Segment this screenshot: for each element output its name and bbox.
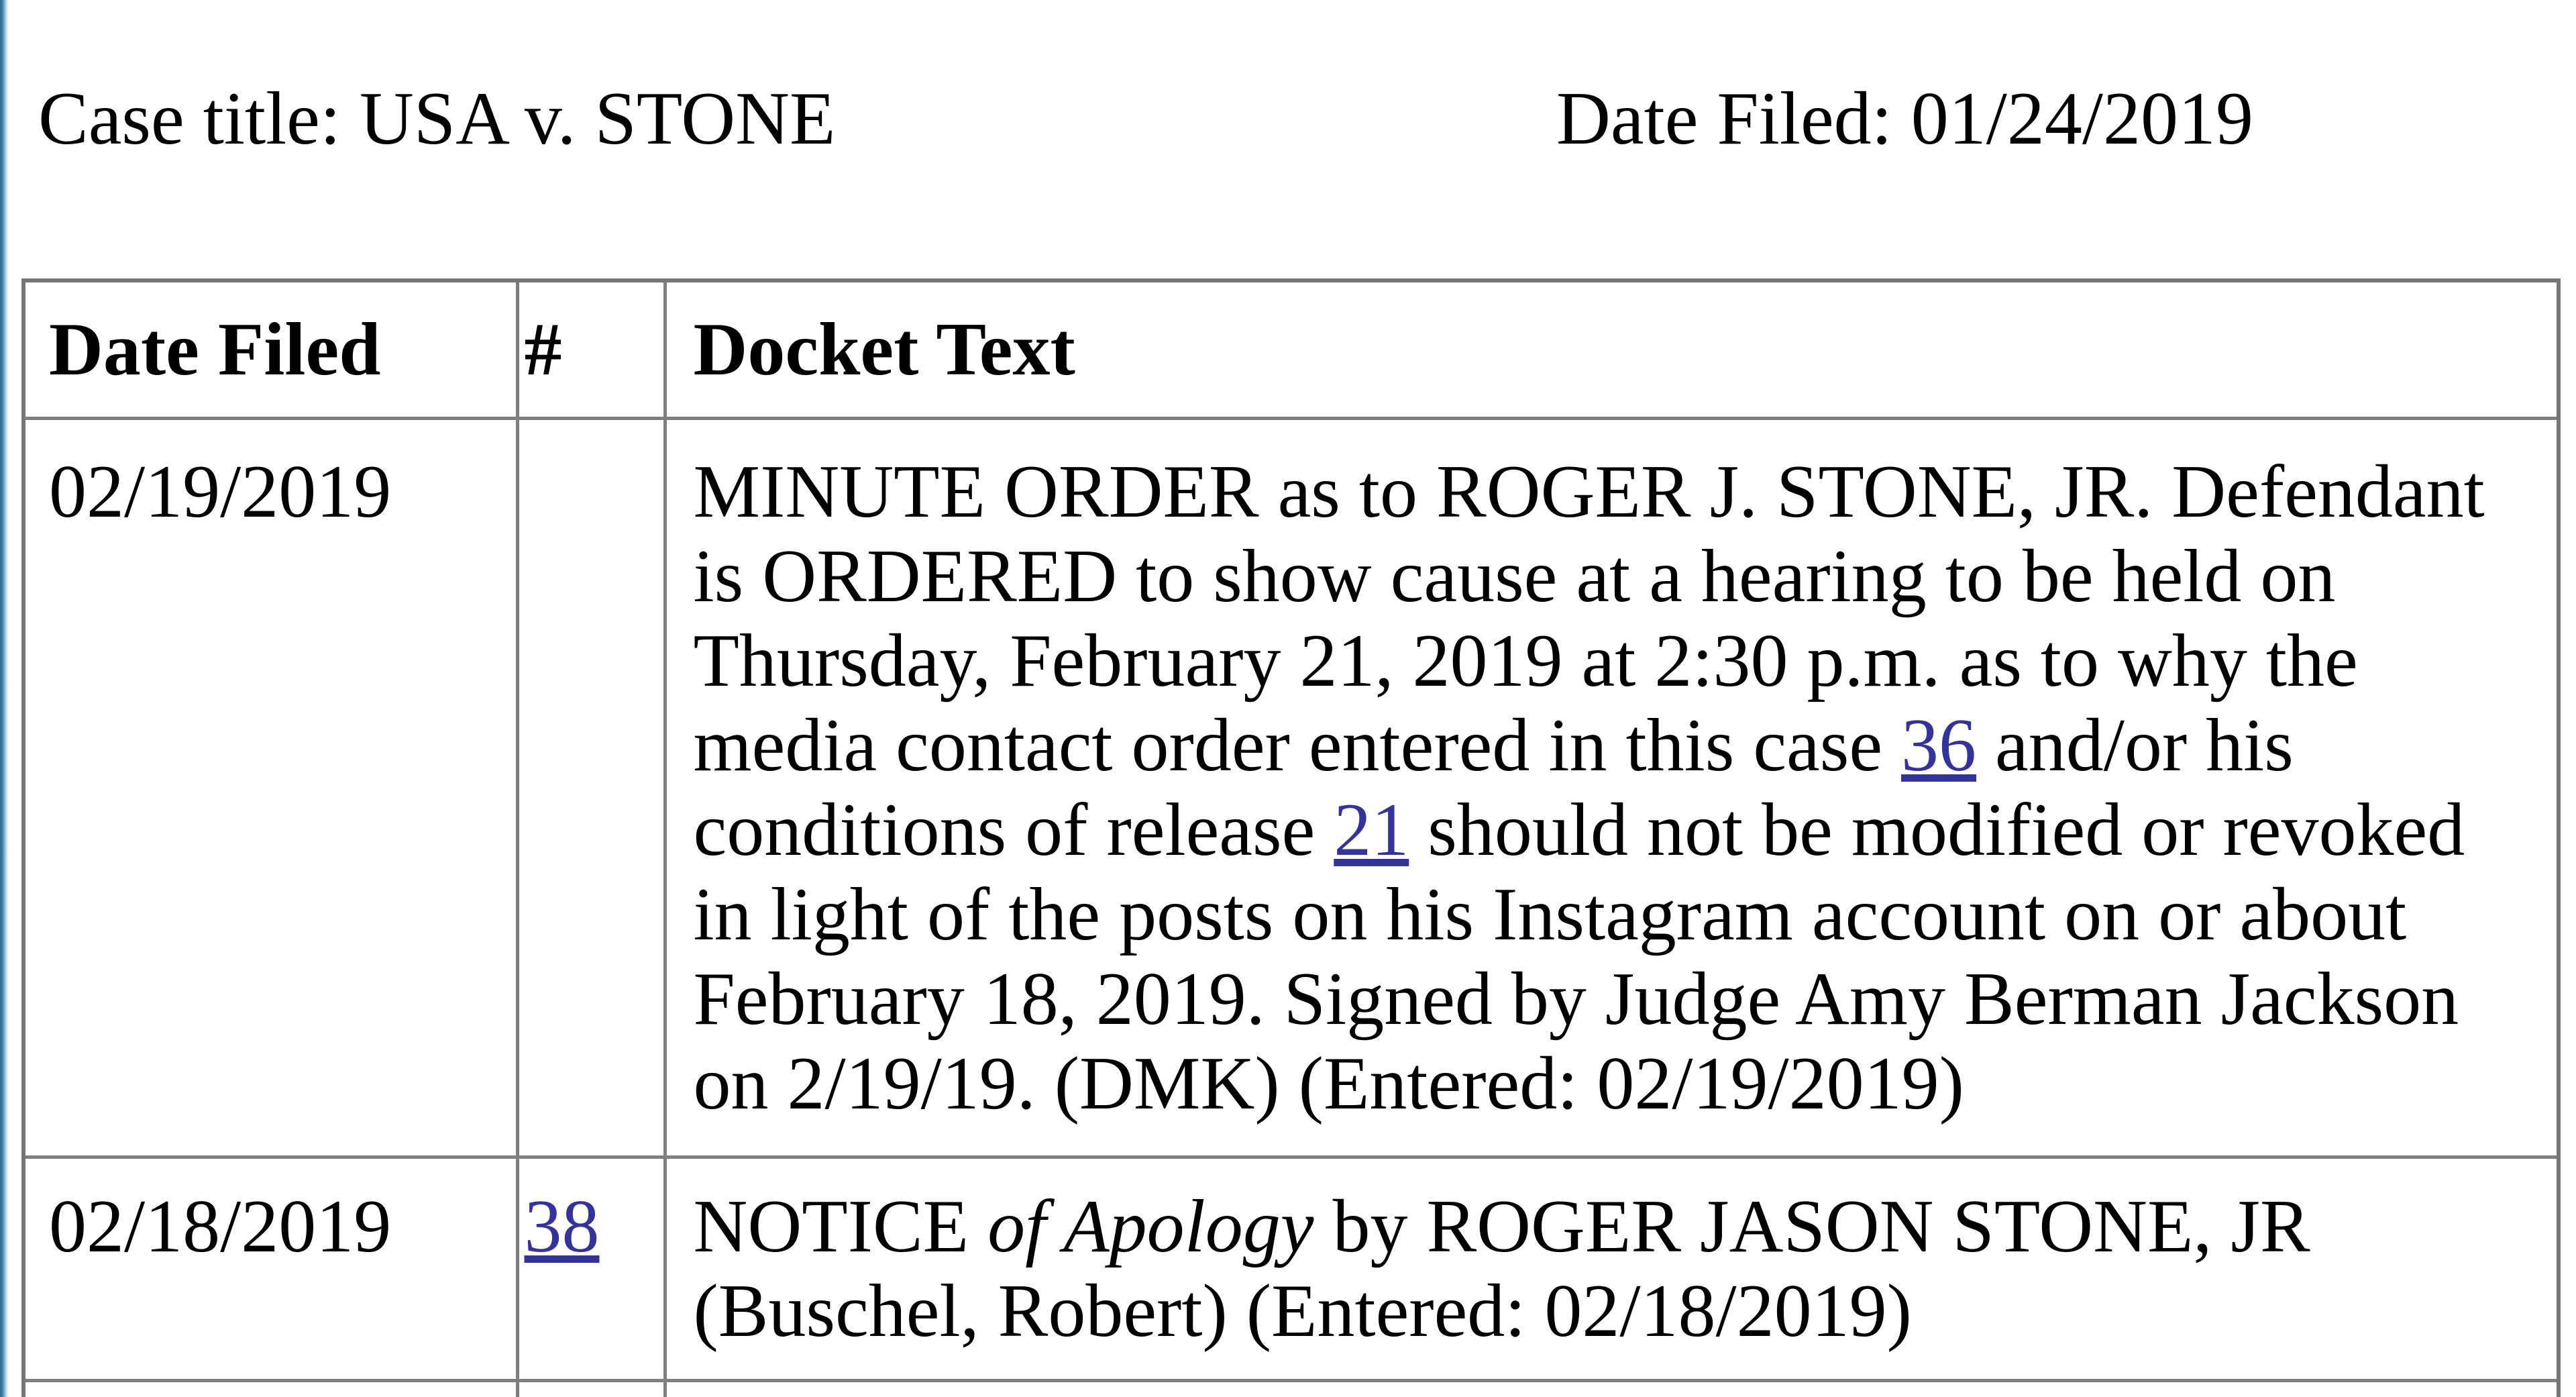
docket-entry-number-cell [517, 419, 665, 1157]
column-header-docket-text: Docket Text [665, 280, 2559, 419]
docket-entry-date: 02/19/2019 [23, 419, 517, 1157]
docket-header-row [23, 280, 2559, 419]
docket-table [21, 278, 2561, 1397]
docket-text-segment: MINUTE ORDER as to ROGER J. STONE, JR. Defendant is ORDERED to show cause at a hearing to be held on Thursday, February 21, 2019 at 2:30 p.m. as to why the media contact order entered in this case [693, 450, 2485, 787]
column-header-date-filed: Date Filed [23, 280, 517, 419]
document-link-36[interactable]: 36 [1901, 704, 1977, 787]
case-title: Case title: USA v. STONE [38, 77, 836, 160]
docket-text-segment: NOTICE [693, 1185, 988, 1268]
docket-entry-number-cell [517, 1157, 665, 1381]
docket-text-segment: should not be modified or revoked in light of the posts on his Instagram account on or about February 18, 2019. Signed by Judge Amy Berman Jackson on 2/19/19. (DMK) (Entered: 02/19/2019) [693, 788, 2465, 1125]
docket-text-segment: and/or his conditions of release [693, 704, 2294, 872]
docket-text-segment: by ROGER JASON STONE, JR (Buschel, Robert) (Entered: 02/18/2019) [693, 1185, 2310, 1353]
docket-entry-number-cell [517, 1381, 665, 1397]
docket-entry-date [23, 1381, 517, 1397]
docket-text-italic-segment: of Apology [987, 1185, 1314, 1268]
case-header-row [0, 76, 2576, 177]
document-link-38[interactable]: 38 [524, 1185, 600, 1268]
docket-entry-date: 02/18/2019 [23, 1157, 517, 1381]
window-left-edge [0, 0, 9, 1397]
case-date-filed: Date Filed: 01/24/2019 [1556, 77, 2254, 160]
docket-row [23, 1157, 2559, 1381]
docket-row [23, 419, 2559, 1157]
document-link-21[interactable]: 21 [1334, 788, 1409, 872]
docket-entry-text [665, 1157, 2559, 1381]
docket-entry-text [665, 419, 2559, 1157]
docket-row-partial [23, 1381, 2559, 1397]
column-header-number: # [517, 280, 665, 419]
docket-entry-text [665, 1381, 2559, 1397]
